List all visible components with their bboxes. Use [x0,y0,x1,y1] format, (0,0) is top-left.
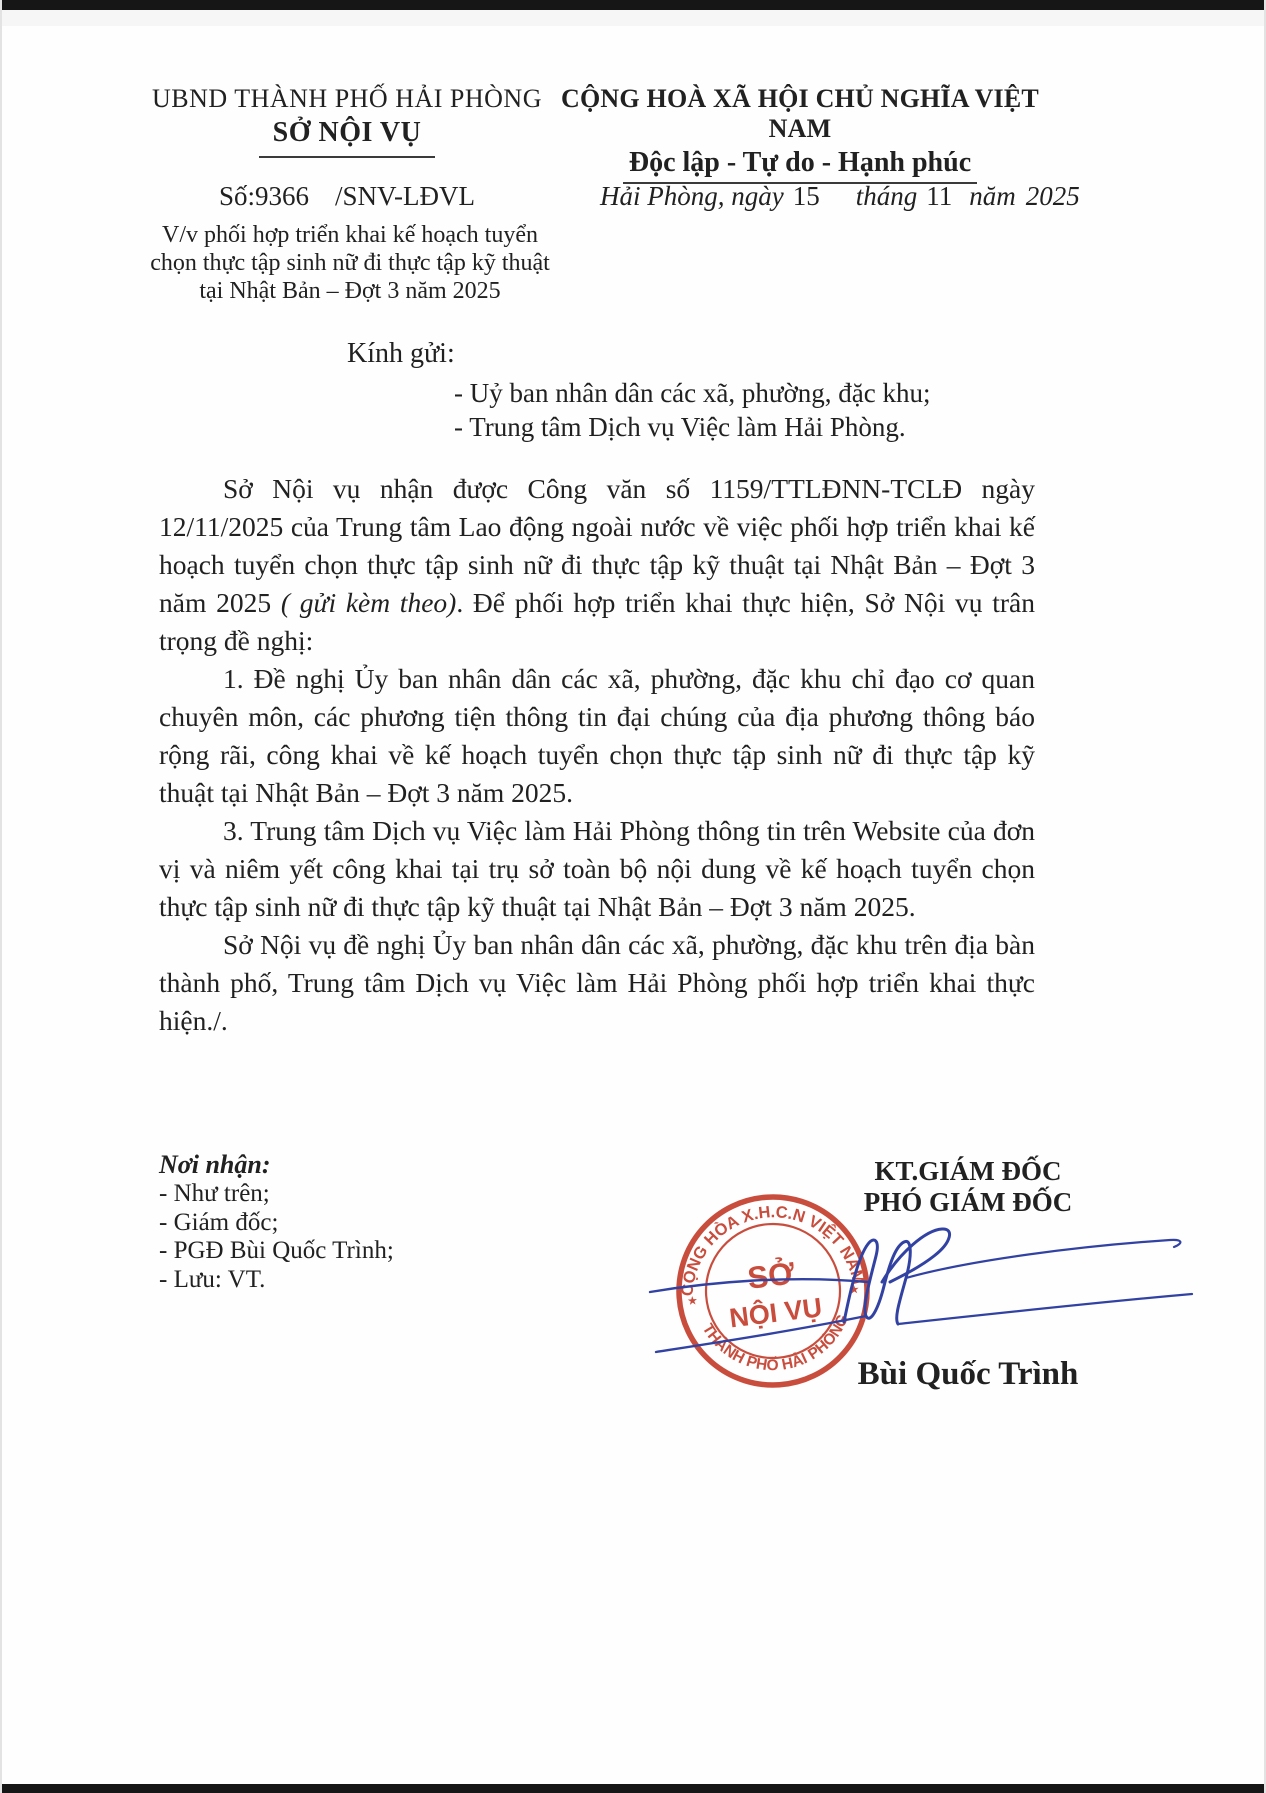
scan-edge-bottom [2,1784,1264,1793]
subject-line: chọn thực tập sinh nữ đi thực tập kỹ thuật [150,250,550,276]
subject-line: V/v phối hợp triển khai kế hoạch tuyển [162,222,538,248]
handwritten-signature [630,1212,1220,1372]
salutation-block [159,338,1059,444]
national-motto: Độc lập - Tự do - Hạnh phúc [623,147,977,184]
month-value: 11 [926,181,953,211]
document-number-prefix: Số:9366 [218,181,309,211]
year-label: năm [969,181,1016,211]
agency-underline [259,156,435,158]
footer-recipient: - PGĐ Bùi Quốc Trình; [159,1237,394,1264]
footer-recipient: - Như trên; [159,1180,270,1207]
scan-edge-strip [2,10,1264,26]
parent-agency-name: UBND THÀNH PHỐ HẢI PHÒNG [152,84,542,113]
subject-block [130,221,570,305]
body-paragraph: Sở Nội vụ nhận được Công văn số 1159/TTLĐNN-TCLĐ ngày 12/11/2025 của Trung tâm Lao động ngoài nước về việc phối hợp triển khai kế hoạch tuyển chọn thực tập sinh nữ đi thực tập kỹ thuật tại Nhật Bản – Đợt 3 năm 2025 ( gửi kèm theo). Để phối hợp triển khai thực hiện, Sở Nội vụ trân trọng đề nghị: [159,473,1035,656]
scan-edge-top [2,0,1264,10]
document-body [159,470,1035,1040]
body-paragraph: 3. Trung tâm Dịch vụ Việc làm Hải Phòng thông tin trên Website của đơn vị và niêm yết công khai tại trụ sở toàn bộ nội dung về kế hoạch tuyển chọn thực tập sinh nữ đi thực tập kỹ thuật tại Nhật Bản – Đợt 3 năm 2025. [159,815,1035,922]
signer-name: Bùi Quốc Trình [857,1356,1079,1392]
footer-recipient: - Lưu: VT. [159,1265,266,1293]
agency-name: SỞ NỘI VỤ [272,117,422,148]
year-value: 2025 [1025,181,1080,211]
stamp-center-line2: NỘI VỤ [727,1292,824,1334]
signer-title-line1: KT.GIÁM ĐỐC [874,1156,1062,1186]
national-motto-block [550,84,1050,184]
salutation-recipients [454,376,1059,444]
issuing-agency-block [132,84,562,158]
body-paragraph: 1. Đề nghị Ủy ban nhân dân các xã, phường, đặc khu chỉ đạo cơ quan chuyên môn, các phương tiện thông tin đại chúng của địa phương thông báo rộng rãi, công khai về kế hoạch tuyển chọn thực tập sinh nữ đi thực tập kỹ thuật tại Nhật Bản – Đợt 3 năm 2025. [159,663,1035,808]
footer-recipient: - Giám đốc; [159,1208,279,1236]
document-number-suffix: /SNV-LĐVL [335,181,476,211]
signer-title-line2: PHÓ GIÁM ĐỐC [863,1187,1073,1217]
stamp-star-right-icon: ★ [848,1281,860,1297]
place-date-line [600,181,1080,212]
subject-line: tại Nhật Bản – Đợt 3 năm 2025 [199,278,501,304]
body-paragraph: Sở Nội vụ đề nghị Ủy ban nhân dân các xã, phường, đặc khu trên địa bàn thành phố, Trung tâm Dịch vụ Việc làm Hải Phòng phối hợp triển khai thực hiện./. [159,929,1035,1036]
salutation-recipient: - Trung tâm Dịch vụ Việc làm Hải Phòng. [454,412,906,442]
stamp-center-line1: SỞ [745,1255,797,1296]
month-label: tháng [855,181,918,211]
day-value: 15 [792,181,820,211]
stamp-arc-top-text: CỘNG HÒA X.H.C.N VIỆT NAM [678,1203,868,1297]
document-number [132,181,562,212]
footer-recipients-label: Nơi nhận: [159,1150,271,1179]
stamp-star-left-icon: ★ [686,1293,699,1308]
salutation-recipient: - Uỷ ban nhân dân các xã, phường, đặc khu; [454,378,931,408]
national-title: CỘNG HOÀ XÃ HỘI CHỦ NGHĨA VIỆT NAM [561,84,1039,143]
salutation-label: Kính gửi: [347,338,455,369]
footer-recipients [159,1180,489,1294]
footer-recipients-block [159,1150,489,1294]
stamp-arc-bottom-text: THÀNH PHỐ HẢI PHÒNG [698,1312,853,1375]
place-day-label: Hải Phòng, ngày [600,181,784,211]
